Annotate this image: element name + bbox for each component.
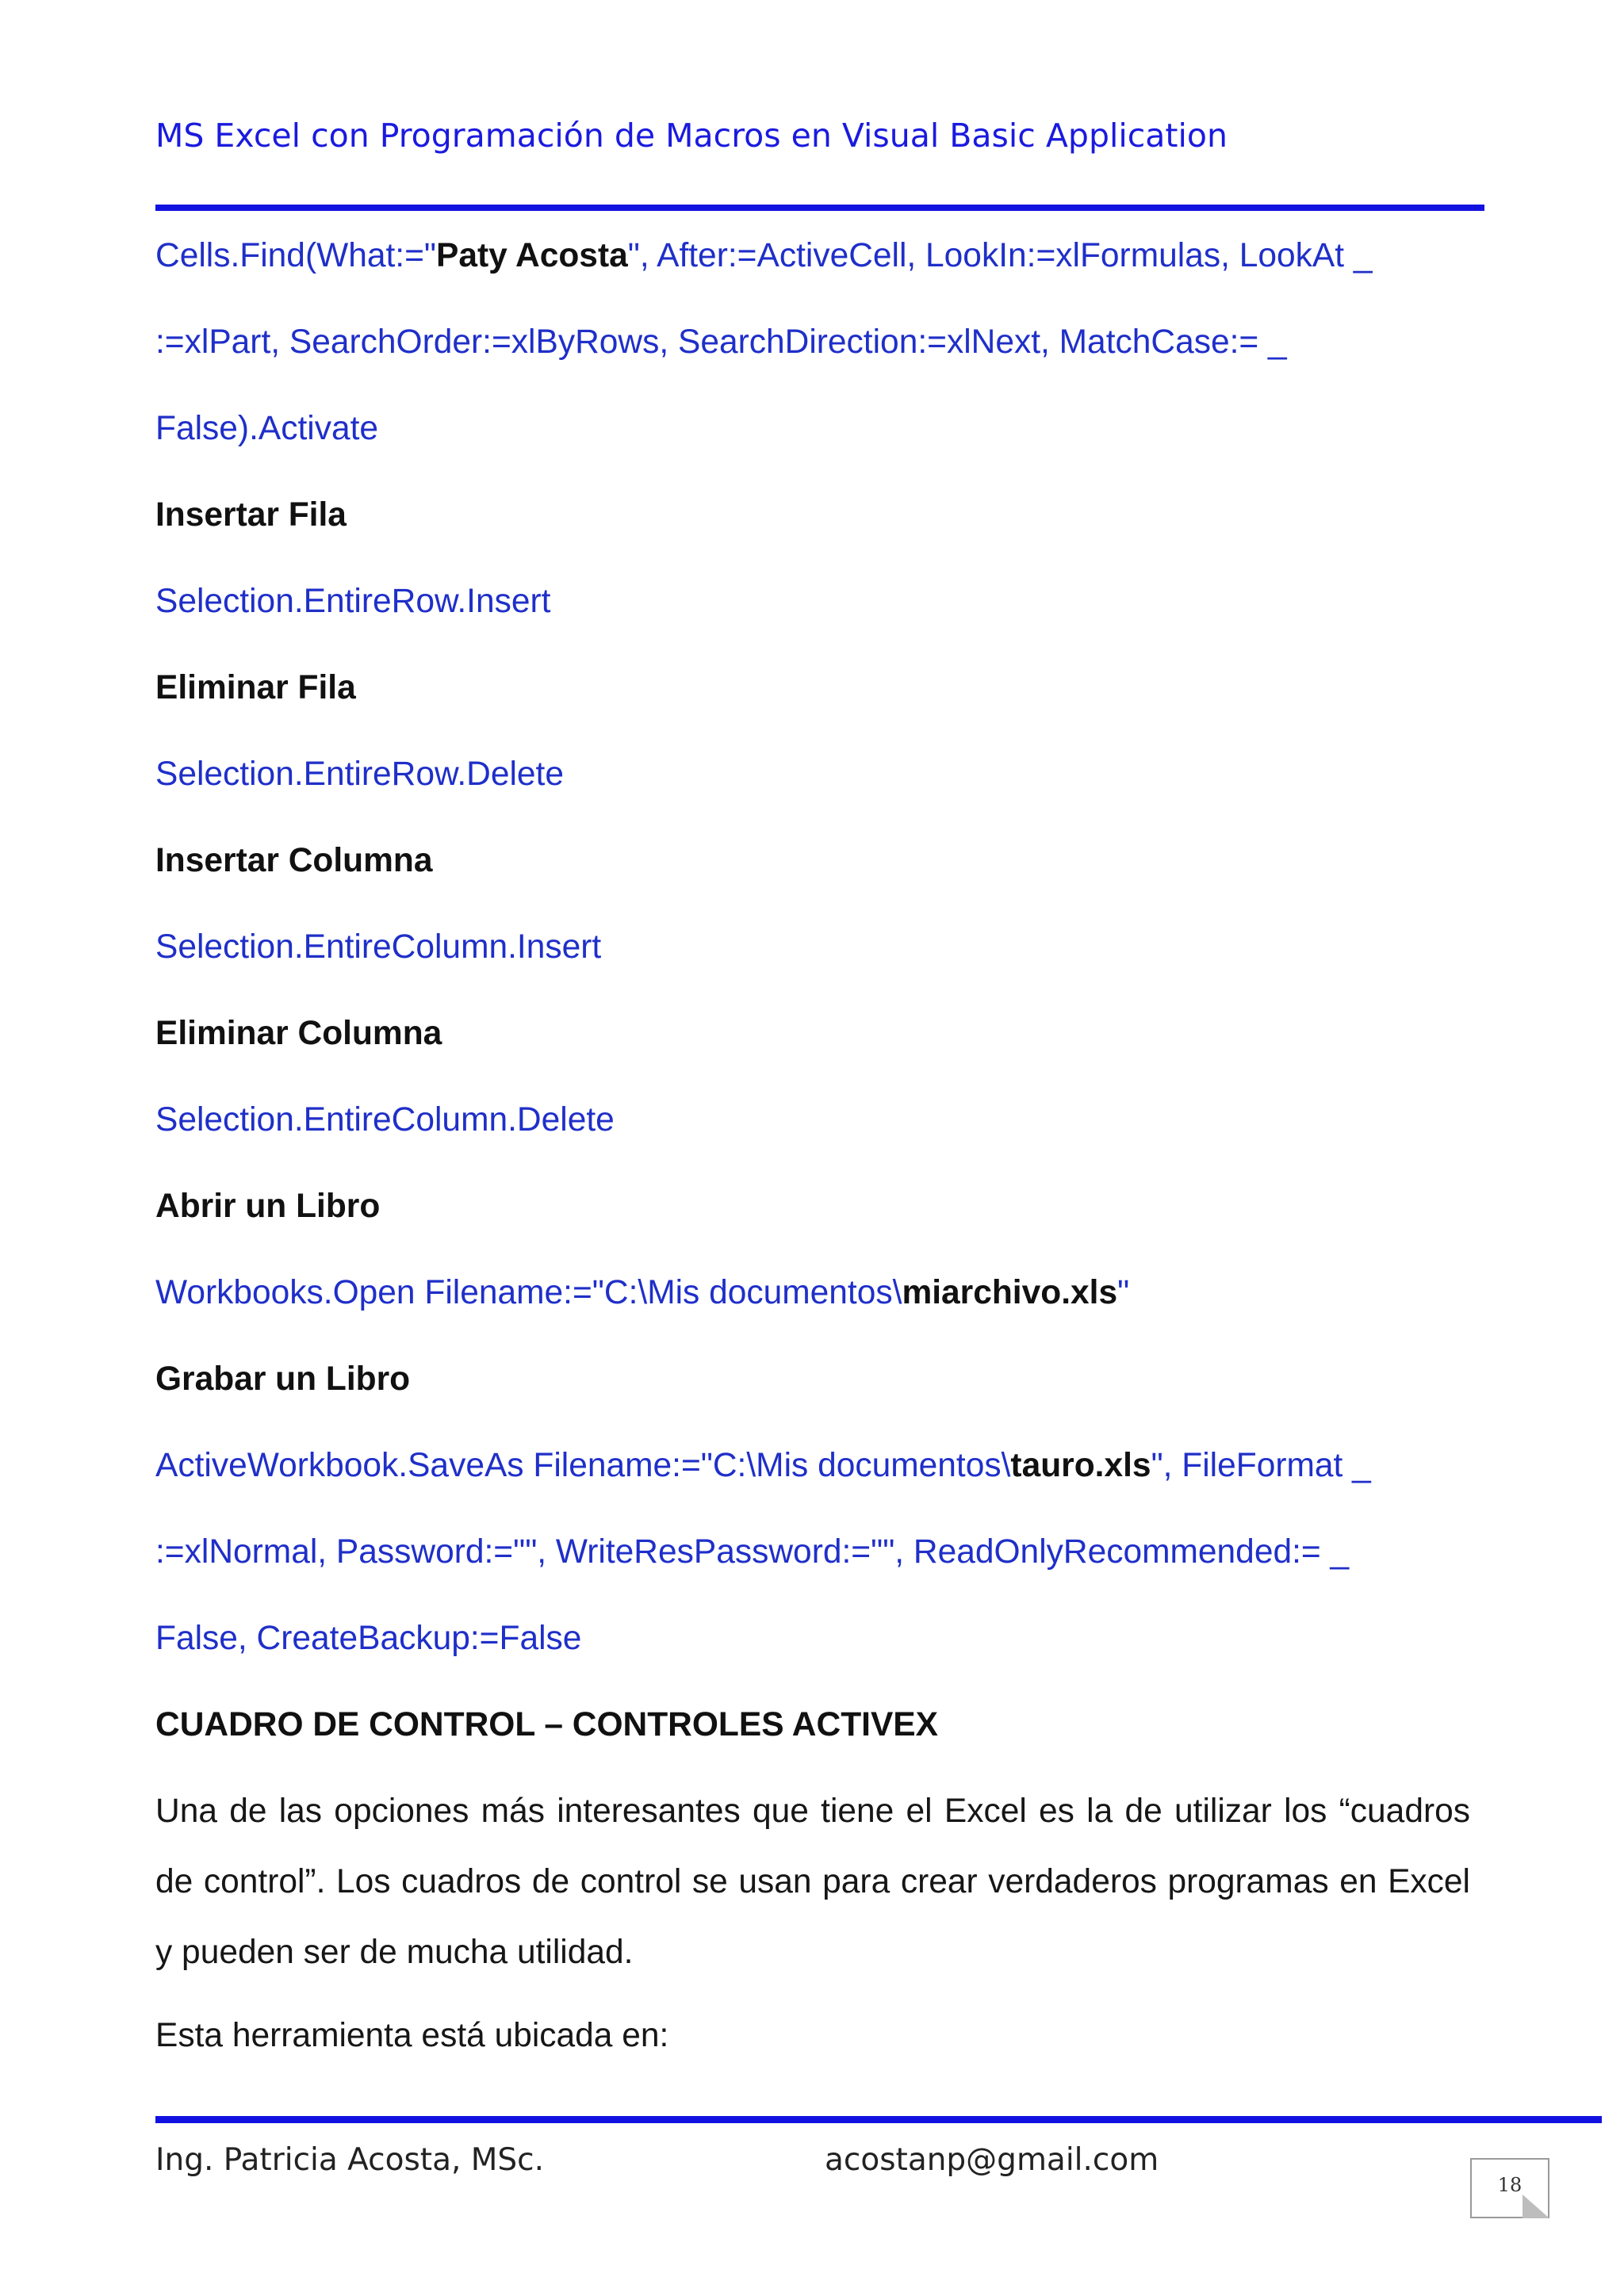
save-code-line-1 bbox=[155, 1449, 1371, 1483]
location-text: Esta herramienta está ubicada en: bbox=[155, 2017, 669, 2054]
page-number-box bbox=[1470, 2158, 1549, 2218]
control-paragraph: Una de las opciones más interesantes que tiene el Excel es la de utilizar los “cuadros de control”. Los cuadros de control se usan para crear verdaderos programas en Excel y pueden ser de mucha utilidad. bbox=[155, 1793, 1470, 1971]
find-code-part: Cells.Find(What:=" bbox=[155, 237, 437, 274]
footer-author: Ing. Patricia Acosta, MSc. bbox=[155, 2142, 545, 2178]
save-code-part: ActiveWorkbook.SaveAs Filename:="C:\Mis documentos\ bbox=[155, 1447, 1011, 1484]
header-divider bbox=[155, 205, 1484, 211]
document-title: MS Excel con Programación de Macros en Visual Basic Application bbox=[155, 117, 1228, 155]
find-code-line-1 bbox=[155, 239, 1372, 274]
insert-row-code: Selection.EntireRow.Insert bbox=[155, 583, 551, 620]
insert-column-code: Selection.EntireColumn.Insert bbox=[155, 928, 602, 966]
open-book-heading: Abrir un Libro bbox=[155, 1188, 381, 1225]
save-file-name: tauro.xls bbox=[1010, 1447, 1151, 1484]
page-curl-icon bbox=[1522, 2195, 1549, 2218]
insert-column-heading: Insertar Columna bbox=[155, 842, 433, 879]
find-code-line-2: :=xlPart, SearchOrder:=xlByRows, SearchDirection:=xlNext, MatchCase:= _ bbox=[155, 323, 1287, 361]
open-code-part: Workbooks.Open Filename:="C:\Mis documentos\ bbox=[155, 1274, 902, 1311]
control-section-heading: CUADRO DE CONTROL – CONTROLES ACTIVEX bbox=[155, 1706, 939, 1743]
footer-email: acostanp@gmail.com bbox=[825, 2142, 1159, 2178]
delete-row-heading: Eliminar Fila bbox=[155, 669, 356, 706]
save-book-heading: Grabar un Libro bbox=[155, 1360, 411, 1398]
insert-row-heading: Insertar Fila bbox=[155, 496, 347, 534]
save-code-line-3: False, CreateBackup:=False bbox=[155, 1620, 582, 1657]
open-book-code bbox=[155, 1276, 1129, 1311]
open-file-name: miarchivo.xls bbox=[902, 1274, 1118, 1311]
delete-column-code: Selection.EntireColumn.Delete bbox=[155, 1101, 615, 1138]
find-code-line-3: False).Activate bbox=[155, 410, 379, 447]
find-search-value: Paty Acosta bbox=[436, 237, 628, 274]
footer-divider bbox=[155, 2116, 1602, 2123]
save-code-part: ", FileFormat _ bbox=[1151, 1447, 1371, 1484]
page-number: 18 bbox=[1497, 2174, 1522, 2196]
find-code-part: ", After:=ActiveCell, LookIn:=xlFormulas, LookAt _ bbox=[627, 237, 1373, 274]
delete-column-heading: Eliminar Columna bbox=[155, 1015, 442, 1052]
delete-row-code: Selection.EntireRow.Delete bbox=[155, 756, 565, 793]
save-code-line-2: :=xlNormal, Password:="", WriteResPassword:="", ReadOnlyRecommended:= _ bbox=[155, 1533, 1350, 1571]
open-code-part: " bbox=[1117, 1274, 1130, 1311]
